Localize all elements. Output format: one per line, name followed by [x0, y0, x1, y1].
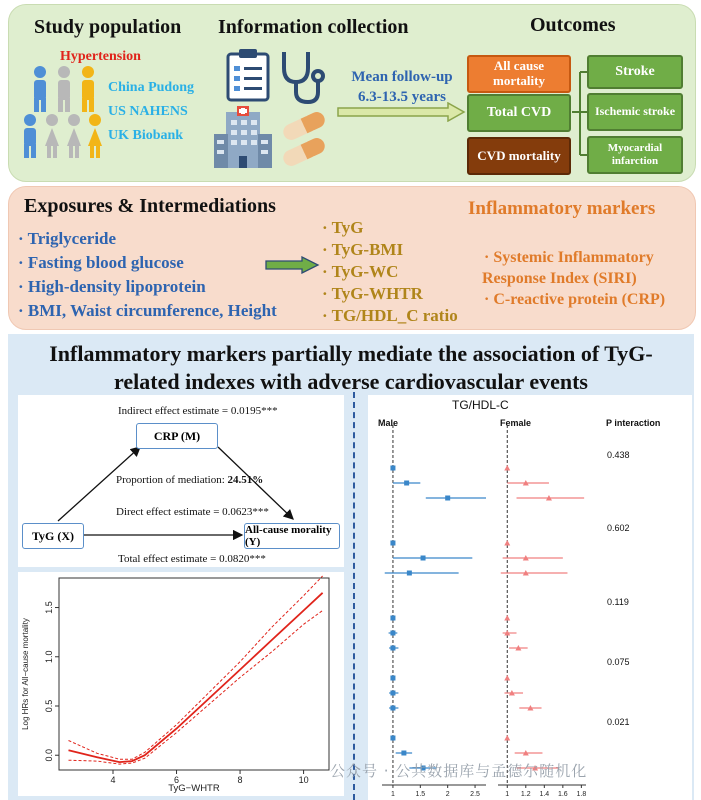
- male-estimate-point: [390, 706, 395, 711]
- p-value: 0.021: [607, 717, 630, 727]
- male-estimate-point: [390, 541, 395, 546]
- male-estimate-point: [390, 736, 395, 741]
- study-population-title: Study population: [34, 16, 182, 38]
- conclusion-line2: related indexes with adverse cardiovascular events: [114, 368, 588, 394]
- indirect-effect-label: Indirect effect estimate = 0.0195***: [118, 405, 278, 417]
- exposure-item: · High-density lipoprotein: [18, 277, 206, 296]
- female-estimate-point: [504, 615, 510, 621]
- outcome-label: All-cause morality (Y): [245, 524, 332, 548]
- male-x-tick-label: 1: [390, 791, 395, 798]
- spline-plot-frame: [59, 578, 329, 770]
- inflammatory-title: Inflammatory markers: [468, 198, 656, 219]
- spline-ci-line: [69, 611, 323, 765]
- male-estimate-point: [407, 571, 412, 576]
- proportion-value: 24.51%: [227, 474, 264, 486]
- exposure-label: TyG (X): [31, 528, 75, 543]
- exposure-box: [22, 523, 84, 549]
- panel-divider: [353, 392, 355, 800]
- female-x-tick-label: 1.4: [539, 791, 550, 798]
- outcome-cvd-mortality: CVD mortality: [467, 137, 571, 175]
- female-estimate-point: [504, 675, 510, 681]
- male-estimate-point: [421, 556, 426, 561]
- female-x-tick-label: 1.8: [576, 791, 587, 798]
- spline-y-tick-label: 1.5: [44, 601, 54, 614]
- cohort-china-pudong: China Pudong: [108, 80, 194, 95]
- information-collection-title: Information collection: [218, 16, 409, 38]
- spline-y-tick-label: 0.0: [44, 748, 54, 762]
- male-estimate-point: [404, 481, 409, 486]
- p-value: 0.075: [607, 657, 630, 667]
- index-item: · TyG: [322, 218, 364, 237]
- clipboard-icon: [225, 48, 271, 102]
- index-item: · TG/HDL_C ratio: [322, 306, 458, 325]
- cohort-us-nahens: US NAHENS: [108, 104, 188, 119]
- exposure-item: · Triglyceride: [18, 229, 117, 248]
- spline-x-tick-label: 4: [110, 775, 116, 785]
- crp-item: · C-reactive protein (CRP): [484, 291, 666, 308]
- exposure-arrow-icon: [264, 256, 320, 274]
- hypertension-label: Hypertension: [60, 49, 141, 64]
- female-x-tick-label: 1.2: [520, 791, 531, 798]
- exposure-item: · BMI, Waist circumference, Height: [18, 301, 277, 320]
- male-estimate-point: [401, 751, 406, 756]
- p-value: 0.119: [607, 597, 629, 607]
- direct-effect-label: Direct effect estimate = 0.0623***: [116, 506, 269, 518]
- hospital-icon: [212, 106, 272, 170]
- follow-up-line1: Mean follow-up: [351, 69, 453, 85]
- conclusion-line1: Inflammatory markers partially mediate the association of TyG-: [49, 341, 653, 366]
- proportion-label: [116, 474, 263, 486]
- outcome-myocardial-infarction: Myocardial infarction: [587, 136, 683, 174]
- male-estimate-point: [390, 676, 395, 681]
- male-header: Male: [378, 418, 399, 428]
- outcome-stroke: Stroke: [587, 55, 683, 89]
- forest-title: TG/HDL-C: [452, 398, 509, 412]
- male-estimate-point: [390, 466, 395, 471]
- proportion-text: Proportion of mediation:: [116, 474, 228, 486]
- spline-x-tick-label: 6: [174, 775, 180, 785]
- total-effect-label: Total effect estimate = 0.0820***: [118, 553, 266, 565]
- spline-y-tick-label: 1.0: [44, 650, 54, 664]
- siri-line1: · Systemic Inflammatory: [484, 249, 654, 266]
- spline-y-tick-label: 0.5: [44, 699, 54, 713]
- conclusion-heading: [14, 340, 688, 395]
- spline-chart: [18, 572, 344, 796]
- spline-x-tick-label: 8: [237, 775, 243, 785]
- spline-ci-line: [69, 576, 323, 759]
- outcome-ischemic-stroke: Ischemic stroke: [587, 93, 683, 131]
- female-estimate-point: [504, 735, 510, 741]
- siri-line2: Response Index (SIRI): [482, 270, 637, 287]
- index-item: · TyG-WC: [322, 262, 399, 281]
- pills-icon: [276, 112, 332, 168]
- follow-up-arrow-icon: [336, 102, 468, 122]
- female-estimate-point: [504, 465, 510, 471]
- follow-up-line2: 6.3-13.5 years: [358, 88, 446, 105]
- outcome-all-cause-mortality: All cause mortality: [467, 55, 571, 93]
- male-estimate-point: [390, 646, 395, 651]
- mediator-label: CRP (M): [153, 428, 201, 443]
- p-value: 0.602: [607, 523, 630, 533]
- watermark: 公众号 · 公共数据库与孟德尔随机化: [330, 762, 588, 780]
- spline-estimate-line: [69, 593, 323, 762]
- outcome-total-cvd: Total CVD: [467, 94, 571, 132]
- mediator-box: [136, 423, 218, 449]
- exposure-item: · Fasting blood glucose: [18, 253, 184, 272]
- outcome-box: [244, 523, 340, 549]
- exposures-title: Exposures & Intermediations: [24, 195, 276, 217]
- female-header: Female: [500, 418, 532, 428]
- male-x-tick-label: 2: [445, 791, 450, 798]
- cohort-uk-biobank: UK Biobank: [108, 128, 184, 143]
- index-item: · TyG-BMI: [322, 240, 404, 259]
- index-item: · TyG-WHTR: [322, 284, 423, 303]
- population-people-icon: [22, 64, 102, 164]
- female-x-tick-label: 1: [505, 791, 510, 798]
- male-estimate-point: [390, 616, 395, 621]
- spline-ylabel: Log HRs for All−cause mortality: [21, 618, 30, 730]
- forest-plot: [368, 395, 692, 800]
- male-estimate-point: [390, 631, 395, 636]
- male-estimate-point: [390, 691, 395, 696]
- male-x-tick-label: 1.5: [415, 791, 426, 798]
- stethoscope-icon: [276, 48, 328, 106]
- female-estimate-point: [504, 540, 510, 546]
- male-estimate-point: [445, 496, 450, 501]
- male-x-tick-label: 2.5: [470, 791, 480, 798]
- female-x-tick-label: 1.6: [557, 791, 568, 798]
- spline-xlabel: TyG−WHTR: [168, 783, 220, 794]
- p-interaction-header: P interaction: [606, 418, 661, 428]
- outcomes-title: Outcomes: [530, 14, 616, 36]
- p-value: 0.438: [607, 450, 630, 460]
- spline-x-tick-label: 10: [298, 775, 309, 785]
